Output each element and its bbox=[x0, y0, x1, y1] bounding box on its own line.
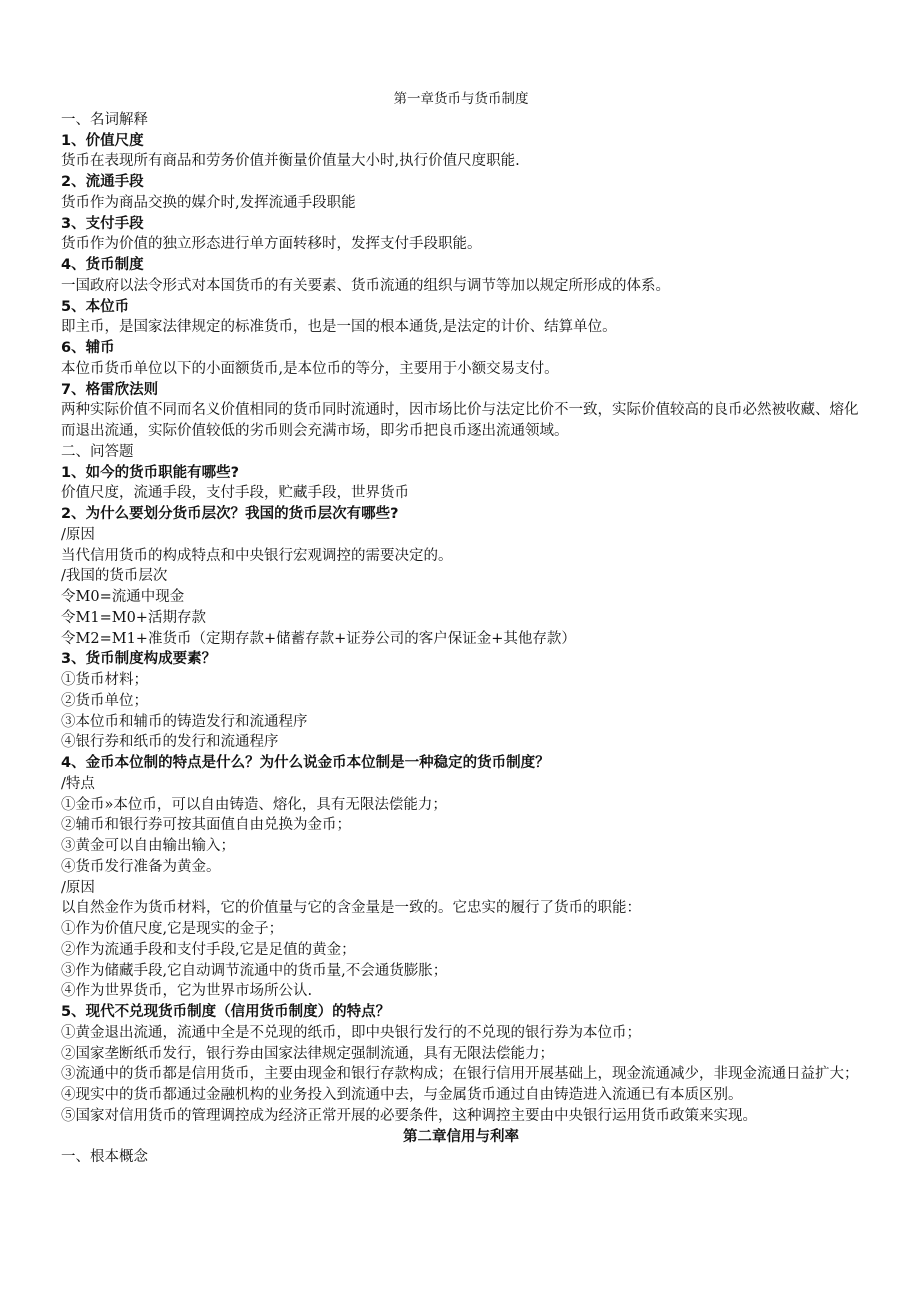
chapter-1-title: 第一章货币与货币制度 bbox=[393, 91, 529, 107]
answer-line: ③流通中的货币都是信用货币，主要由现金和银行存款构成；在银行信用开展基础上，现金流通减少，非现金流通日益扩大； bbox=[61, 1066, 859, 1083]
answer-line: 当代信用货币的构成特点和中央银行宏观调控的需要决定的。 bbox=[61, 547, 453, 564]
term-definition: 即主币，是国家法律规定的标准货币，也是一国的根本通货,是法定的计价、结算单位。 bbox=[61, 319, 617, 336]
question-heading: 4、金币本位制的特点是什么？为什么说金币本位制是一种稳定的货币制度？ bbox=[61, 755, 550, 771]
section-heading: 一、名词解释 bbox=[61, 111, 148, 128]
term-definition: 货币作为商品交换的媒介时,发挥流通手段职能 bbox=[61, 194, 356, 211]
answer-line: ④作为世界货币，它为世界市场所公认. bbox=[61, 983, 313, 1000]
answer-line: ①金币»本位币，可以自由铸造、熔化，具有无限法偿能力； bbox=[61, 796, 447, 813]
term-heading: 4、货币制度 bbox=[61, 257, 144, 273]
answer-line: ②货币单位； bbox=[61, 692, 148, 709]
answer-line: ⑤国家对信用货币的管理调控成为经济正常开展的必要条件，这种调控主要由中央银行运用货币政策来实现。 bbox=[61, 1107, 757, 1124]
answer-line: /我国的货币层次 bbox=[61, 568, 168, 585]
answer-line: /特点 bbox=[61, 775, 95, 792]
answer-line: 令M1=M0+活期存款 bbox=[61, 609, 206, 626]
chapter-2-title: 第二章信用与利率 bbox=[403, 1128, 519, 1145]
section-heading: 一、根本概念 bbox=[61, 1149, 148, 1166]
answer-line: ②国家垄断纸币发行，银行券由国家法律规定强制流通，具有无限法偿能力； bbox=[61, 1045, 554, 1062]
term-definition: 货币在表现所有商品和劳务价值并衡量价值量大小时,执行价值尺度职能. bbox=[61, 153, 520, 170]
answer-line: ④货币发行准备为黄金。 bbox=[61, 858, 221, 875]
term-heading: 6、辅币 bbox=[61, 340, 115, 356]
answer-line: ③黄金可以自由输出输入； bbox=[61, 838, 235, 854]
answer-line: ①货币材料； bbox=[61, 672, 148, 688]
question-heading: 1、如今的货币职能有哪些? bbox=[61, 464, 239, 481]
answer-line: 以自然金作为货币材料，它的价值量与它的含金量是一致的。它忠实的履行了货币的职能： bbox=[61, 900, 641, 917]
question-heading: 5、现代不兑现货币制度（信用货币制度）的特点？ bbox=[61, 1004, 391, 1020]
section-heading: 二、问答题 bbox=[61, 443, 134, 460]
answer-line: ③本位币和辅币的铸造发行和流通程序 bbox=[61, 713, 308, 730]
term-heading: 5、本位币 bbox=[61, 298, 130, 315]
answer-line: /原因 bbox=[61, 526, 95, 543]
answer-line: ③作为储藏手段,它自动调节流通中的货币量,不会通货膨胀； bbox=[61, 962, 448, 979]
answer-line: 令M0=流通中现金 bbox=[61, 589, 185, 605]
term-definition: 本位币货币单位以下的小面额货币,是本位币的等分，主要用于小额交易支付。 bbox=[61, 360, 559, 377]
answer-line: ②作为流通手段和支付手段,它是足值的黄金； bbox=[61, 941, 356, 958]
answer-line: ①黄金退出流通，流通中全是不兑现的纸币，即中央银行发行的不兑现的银行券为本位币； bbox=[61, 1024, 641, 1041]
term-definition: 一国政府以法令形式对本国货币的有关要素、货币流通的组织与调节等加以规定所形成的体系。 bbox=[61, 277, 670, 294]
term-definition: 两种实际价值不同而名义价值相同的货币同时流通时，因市场比价与法定比价不一致，实际价值较高的良币必然被收藏、熔化而退出流通，实际价值较低的劣币则会充满市场，即劣币把良币逐出流通领域。 bbox=[61, 402, 859, 439]
answer-line: 令M2=M1+准货币（定期存款+储蓄存款+证券公司的客户保证金+其他存款） bbox=[61, 630, 576, 647]
answer-line: ①作为价值尺度,它是现实的金子； bbox=[61, 921, 284, 937]
term-heading: 1、价值尺度 bbox=[61, 132, 144, 149]
answer-line: ④银行券和纸币的发行和流通程序 bbox=[61, 734, 279, 751]
answer-line: ②辅币和银行券可按其面值自由兑换为金币； bbox=[61, 817, 351, 834]
term-heading: 7、格雷欣法则 bbox=[61, 381, 159, 398]
document-body bbox=[61, 89, 861, 1168]
term-definition: 货币作为价值的独立形态进行单方面转移时，发挥支付手段职能。 bbox=[61, 236, 482, 253]
term-heading: 2、流通手段 bbox=[61, 174, 144, 190]
answer-line: ④现实中的货币都通过金融机构的业务投入到流通中去，与金属货币通过自由铸造进入流通已有本质区别。 bbox=[61, 1087, 743, 1103]
question-heading: 3、货币制度构成要素？ bbox=[61, 651, 217, 668]
answer-line: 价值尺度，流通手段，支付手段，贮藏手段，世界货币 bbox=[61, 485, 409, 502]
term-heading: 3、支付手段 bbox=[61, 215, 144, 232]
question-heading: 2、为什么要划分货币层次？我国的货币层次有哪些? bbox=[61, 506, 399, 522]
answer-line: /原因 bbox=[61, 879, 95, 896]
